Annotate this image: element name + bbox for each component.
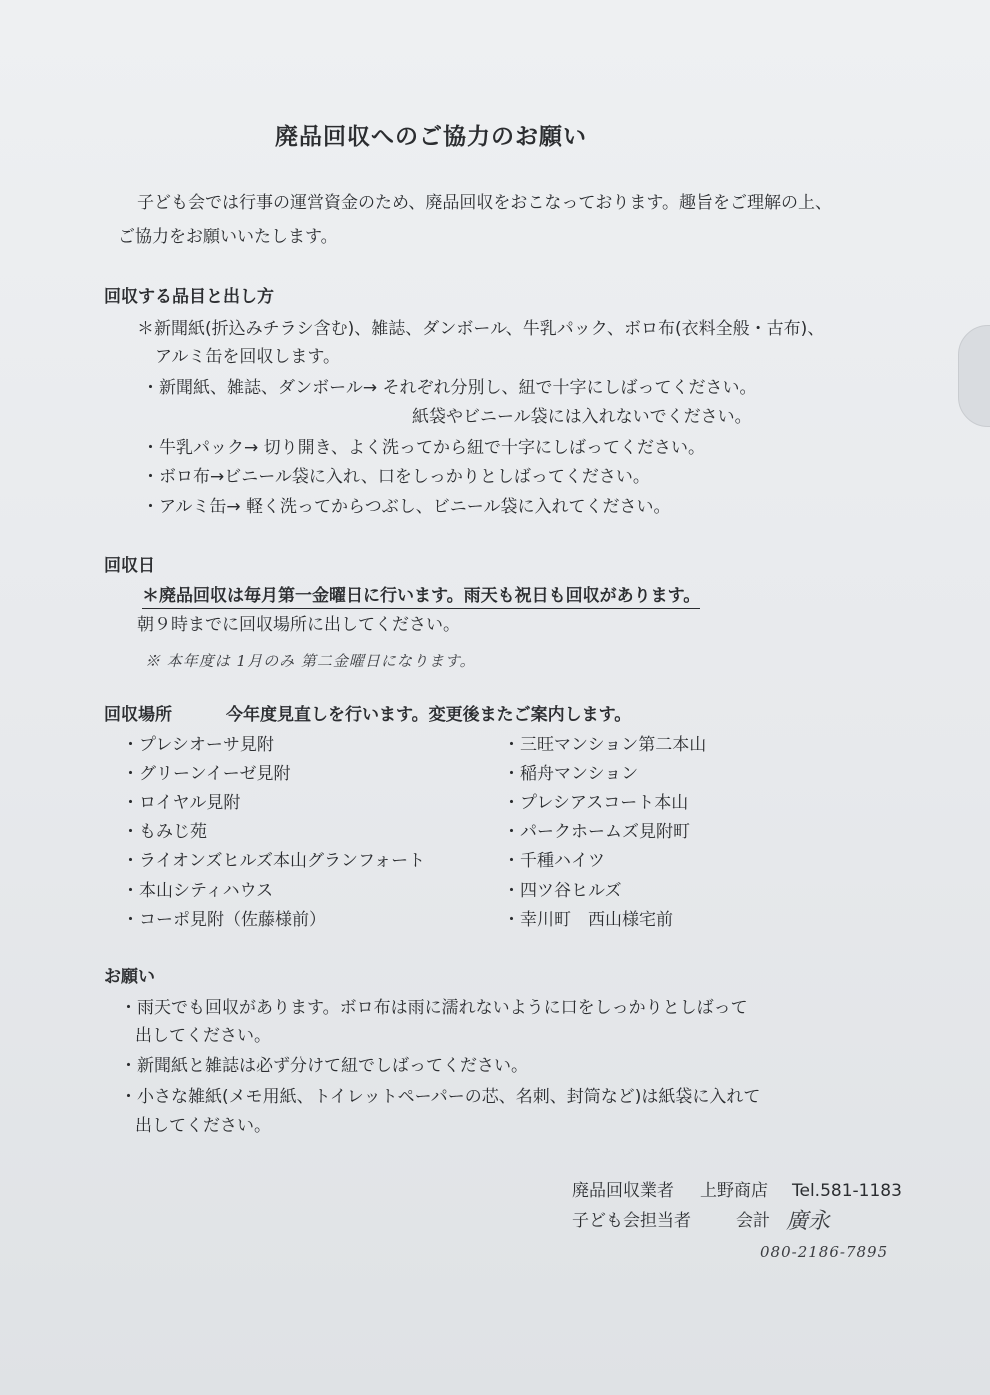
place-left-7: ・コーポ見附（佐藤様前） [122, 910, 326, 930]
vendor-name: 上野商店 [700, 1181, 768, 1201]
place-right-4: ・パークホームズ見附町 [503, 822, 690, 842]
handwritten-rep-phone: 080-2186-7895 [760, 1243, 889, 1261]
items-bullet-1a: ・新聞紙、雑誌、ダンボール→ それぞれ分別し、紐で十字にしばってください。 [142, 378, 757, 398]
intro-line-1: 子ども会では行事の運営資金のため、廃品回収をおこなっております。趣旨をご理解の上、 [137, 193, 832, 213]
date-line-2: 朝９時までに回収場所に出してください。 [137, 615, 460, 635]
place-left-4: ・もみじ苑 [122, 822, 207, 842]
place-right-5: ・千種ハイツ [503, 851, 605, 871]
items-lead-2: アルミ缶を回収します。 [155, 347, 340, 367]
vendor-label: 廃品回収業者 [572, 1181, 674, 1201]
items-bullet-3: ・ボロ布→ビニール袋に入れ、口をしっかりとしばってください。 [142, 467, 650, 487]
items-heading: 回収する品目と出し方 [104, 287, 274, 307]
place-right-6: ・四ツ谷ヒルズ [503, 881, 622, 901]
rep-label: 子ども会担当者 [572, 1211, 691, 1231]
vendor-tel: Tel.581-1183 [792, 1181, 902, 1201]
request-1a: ・雨天でも回収があります。ボロ布は雨に濡れないように口をしっかりとしばって [120, 998, 748, 1018]
place-left-5: ・ライオンズヒルズ本山グランフォート [122, 851, 426, 871]
folder-tab-notch [958, 325, 990, 427]
rep-role: 会計 [736, 1211, 770, 1231]
place-right-7: ・幸川町 西山様宅前 [503, 910, 673, 930]
place-left-2: ・グリーンイーゼ見附 [122, 764, 291, 784]
intro-line-2: ご協力をお願いいたします。 [118, 227, 338, 247]
handwritten-date-note: ※ 本年度は 1月のみ 第二金曜日になります。 [145, 652, 476, 670]
request-3a: ・小さな雑紙(メモ用紙、トイレットペーパーの芯、名刺、封筒など)は紙袋に入れて [120, 1087, 761, 1107]
place-left-3: ・ロイヤル見附 [122, 793, 241, 813]
request-2: ・新聞紙と雑誌は必ず分けて紐でしばってください。 [120, 1056, 528, 1076]
requests-heading: お願い [104, 967, 155, 987]
place-right-2: ・稲舟マンション [503, 764, 639, 784]
place-right-3: ・プレシアスコート本山 [503, 793, 689, 813]
handwritten-rep-name: 廣永 [786, 1209, 831, 1234]
date-line-1: ＊廃品回収は毎月第一金曜日に行います。雨天も祝日も回収があります。 [142, 585, 700, 609]
place-left-1: ・プレシオーサ見附 [122, 735, 274, 755]
items-bullet-4: ・アルミ缶→ 軽く洗ってからつぶし、ビニール袋に入れてください。 [142, 497, 671, 517]
items-lead-1: ＊新聞紙(折込みチラシ含む)、雑誌、ダンボール、牛乳パック、ボロ布(衣料全般・古布)、 [137, 319, 825, 339]
places-heading: 回収場所 [104, 705, 172, 725]
date-heading: 回収日 [104, 556, 155, 576]
request-1b: 出してください。 [135, 1026, 271, 1046]
place-right-1: ・三旺マンション第二本山 [503, 735, 707, 755]
place-left-6: ・本山シティハウス [122, 881, 274, 901]
items-bullet-2: ・牛乳パック→ 切り開き、よく洗ってから紐で十字にしばってください。 [142, 438, 705, 458]
page-title: 廃品回収へのご協力のお願い [275, 124, 587, 150]
items-bullet-1b: 紙袋やビニール袋には入れないでください。 [412, 407, 752, 427]
places-note: 今年度見直しを行います。変更後またご案内します。 [226, 705, 632, 725]
request-3b: 出してください。 [135, 1116, 271, 1136]
